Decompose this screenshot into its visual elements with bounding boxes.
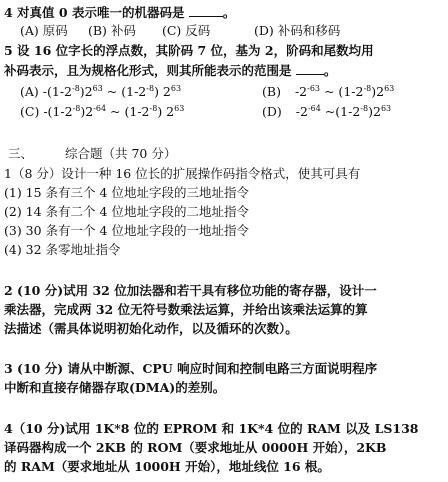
question-4-end: 。: [222, 5, 236, 20]
option-b: (B) 补码: [87, 23, 136, 38]
option-label: (B): [262, 84, 281, 99]
comprehensive-q4-line: 译码器构成一个 2KB 的 ROM（要求地址从 0000H 开始），2KB: [4, 440, 387, 455]
section-heading: [8, 146, 176, 162]
question-5-line-1: 5 设 16 位字长的浮点数，其阶码 7 位，基为 2，阶码和尾数均用: [4, 43, 374, 58]
option-a: (A) 原码: [20, 23, 68, 38]
comprehensive-q1-line: (2) 14 条有二个 4 位地址字段的二地址指令: [4, 204, 249, 219]
comprehensive-q2-line: 乘法器，完成两 32 位无符号数乘法运算，并给出该乘法运算的算: [4, 302, 368, 317]
option-text: -(1-2: [43, 104, 73, 119]
section-title: 综合题（共 70 分）: [65, 146, 177, 161]
answer-blank: [189, 4, 223, 17]
comprehensive-q1-line: 1（8 分）设计一种 16 位长的扩展操作码指令格式，使其可具有: [4, 166, 361, 181]
comprehensive-q1-line: (1) 15 条有三个 4 位地址字段的三地址指令: [4, 185, 249, 200]
comprehensive-q1-line: (3) 30 条有一个 4 位地址字段的一地址指令: [4, 223, 249, 238]
exponent: -8: [360, 103, 369, 113]
exponent: 63: [170, 83, 182, 93]
option-label: (D): [262, 104, 282, 119]
question-5-line-2: [4, 62, 336, 79]
exponent: 63: [380, 103, 392, 113]
exponent: -8: [146, 83, 155, 93]
comprehensive-q2-line: 法描述（需具体说明初始化动作，以及循环的次数）。: [4, 321, 298, 336]
comprehensive-q2-line: 2 (10 分)试用 32 位加法器和若干具有移位功能的寄存器，设计一: [4, 283, 377, 298]
option-text: ~ (1-2: [106, 104, 150, 119]
option-text: -2: [294, 84, 308, 99]
option-text: ~ (1-2: [320, 84, 364, 99]
comprehensive-q4-line: 4（10 分)试用 1K*8 位的 EPROM 和 1K*4 位的 RAM 以及 LS138: [4, 421, 419, 436]
question-4-stem: [4, 4, 235, 21]
option-text: ~ (1-2: [102, 84, 147, 99]
option-5b: [262, 84, 394, 100]
option-text: )2: [371, 84, 385, 99]
option-5a: [20, 84, 181, 100]
option-text: )2: [79, 84, 93, 99]
exponent: -63: [307, 83, 321, 93]
option-d: (D) 补码和移码: [253, 23, 341, 38]
option-5d: [262, 104, 391, 120]
question-4-options: [20, 23, 340, 39]
question-4-text: 4 对真值 0 表示唯一的机器码是: [4, 5, 185, 20]
option-text: )2: [80, 104, 94, 119]
option-label: (C): [20, 104, 40, 119]
option-text: -(1-2: [42, 84, 72, 99]
section-number: 三、: [8, 146, 34, 161]
option-text: )2: [368, 104, 381, 119]
option-text: -2: [295, 104, 308, 119]
question-5-end: 。: [323, 63, 337, 78]
comprehensive-q1-line: (4) 32 条零地址指令: [4, 242, 121, 257]
exponent: -64: [307, 103, 321, 113]
comprehensive-q3-line: 中断和直接存储器存取(DMA)的差别。: [4, 380, 226, 395]
exponent: 63: [174, 103, 185, 113]
exponent: -8: [72, 83, 80, 93]
option-text: ) 2: [154, 84, 171, 99]
comprehensive-q3-line: 3 (10 分) 请从中断源、CPU 响应时间和控制电路三方面说明程序: [4, 361, 378, 376]
exponent: -8: [149, 103, 158, 113]
answer-blank: [296, 62, 324, 75]
option-5c: [20, 104, 184, 120]
question-5-text: 补码表示，且为规格化形式，则其所能表示的范围是: [4, 63, 292, 78]
comprehensive-q4-line: 的 RAM（要求地址从 1000H 开始），地址线位 16 根。: [4, 459, 330, 474]
exponent: 63: [92, 83, 103, 93]
exponent: -8: [72, 103, 81, 113]
option-text: ) 2: [157, 104, 175, 119]
option-text: ~(1-2: [320, 104, 361, 119]
exponent: -64: [93, 103, 107, 113]
option-c: (C) 反码: [161, 23, 211, 38]
exponent: 63: [384, 83, 395, 93]
option-label: (A): [20, 84, 39, 99]
exponent: -8: [363, 83, 372, 93]
